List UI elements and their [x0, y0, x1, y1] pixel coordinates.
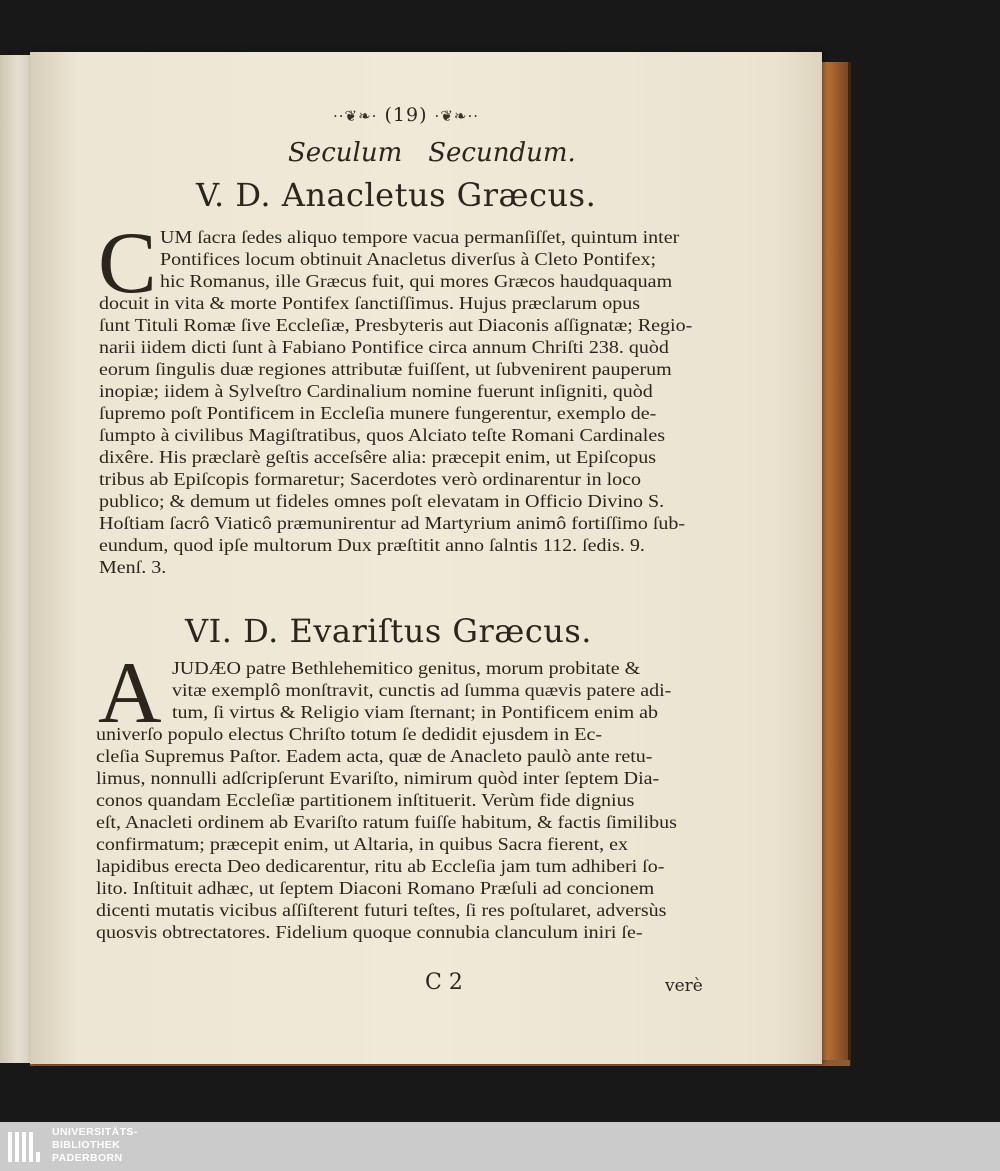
text-line: lapidibus erecta Deo dedicarentur, ritu ab Eccleſia jam tum adhiberi ſo- — [96, 856, 665, 876]
dropcap-a: A — [98, 645, 162, 742]
article-title-anacletus: V. D. Anacletus Græcus. — [196, 176, 597, 214]
text-line: Pontifices locum obtinuit Anacletus diverſus à Cleto Pontifex; — [160, 249, 657, 269]
text-line: univerſo populo electus Chriſto totum ſe dedidit ejusdem in Ec- — [96, 724, 602, 744]
text-line: eorum ſingulis duæ regiones attributæ fuiſſent, ut ſubvenirent pauperum — [99, 359, 672, 379]
text-line: JUDÆO patre Bethlehemitico genitus, morum probitate & — [172, 658, 641, 678]
text-line: publico; & demum ut fideles omnes poſt elevatam in Officio Divino S. — [99, 491, 665, 511]
section-heading-word-2: Secundum. — [428, 138, 576, 168]
dropcap-c: C — [98, 215, 157, 312]
text-line: docuit in vita & morte Pontifex ſanctiſſimus. Hujus præclarum opus — [99, 293, 641, 313]
page-number: 19 — [392, 104, 420, 126]
library-logo-text — [52, 1126, 138, 1165]
text-line: quosvis obtrectatores. Fidelium quoque connubia clanculum iniri ſe- — [96, 922, 643, 942]
text-line: vitæ exemplô monſtravit, cunctis ad ſumma quævis patere adi- — [172, 680, 672, 700]
logo-line-1: UNIVERSITÄTS- — [52, 1126, 138, 1138]
article-title-evaristus: VI. D. Evariſtus Græcus. — [185, 612, 592, 650]
text-line: tum, ſi virtus & Religio viam ſternant; in Pontificem enim ab — [172, 702, 659, 722]
logo-line-3: PADERBORN — [52, 1152, 123, 1164]
page-header: ··❦❧· (19) ·❦❧·· — [333, 104, 479, 126]
text-line: eundum, quod ipſe multorum Dux præſtitit anno ſalntis 112. ſedis. 9. — [99, 535, 645, 555]
text-line: narii iidem dicti ſunt à Fabiano Pontifice circa annum Chriſti 238. quòd — [99, 337, 669, 357]
text-line: eſt, Anacleti ordinem ab Evariſto ratum fuiſſe habitum, & factis ſimilibus — [96, 812, 677, 832]
signature-mark: C 2 — [425, 970, 463, 995]
text-line: ſunt Tituli Romæ ſive Eccleſiæ, Presbyteris aut Diaconis aſſignatæ; Regio- — [99, 315, 693, 335]
text-line: Menſ. 3. — [99, 557, 167, 577]
section-heading — [288, 138, 576, 168]
text-line: dicenti mutatis vicibus aſſiſterent futuri teſtes, ſi res poſtularet, adversùs — [96, 900, 667, 920]
text-line: limus, nonnulli adſcripſerunt Evariſto, nimirum quòd inter ſeptem Dia- — [96, 768, 660, 788]
text-line: Hoſtiam ſacrô Viaticô præmunirentur ad Martyrium animô fortiſſimo ſub- — [99, 513, 686, 533]
book-fore-edge — [822, 62, 851, 1066]
text-line: hic Romanus, ille Græcus fuit, qui mores Græcos haudquaquam — [160, 271, 673, 291]
text-line: dixêre. His præclarè geſtis acceſsêre alia: præcepit enim, ut Epiſcopus — [99, 447, 657, 467]
library-footer — [0, 1122, 1000, 1171]
text-line: ſupremo poſt Pontificem in Eccleſia munere fungerentur, exemplo de- — [99, 403, 657, 423]
text-line: tribus ab Epiſcopis formaretur; Sacerdotes verò ordinarentur in loco — [99, 469, 642, 489]
text-line: confirmatum; præcepit enim, ut Altaria, in quibus Sacra fierent, ex — [96, 834, 629, 854]
text-line: conos quandam Eccleſiæ partitionem inſtituerit. Verùm fide dignius — [96, 790, 635, 810]
text-line: UM ſacra ſedes aliquo tempore vacua permanſiſſet, quintum inter — [160, 227, 680, 247]
text-line: ſumpto à civilibus Magiſtratibus, quos Alciato teſte Romani Cardinales — [99, 425, 666, 445]
text-line: inopiæ; iidem à Sylveſtro Cardinalium nomine fuerunt inſigniti, quòd — [99, 381, 653, 401]
text-line: lito. Inſtituit adhæc, ut ſeptem Diaconi Romano Præſuli ad concionem — [96, 878, 655, 898]
library-logo-icon — [6, 1126, 46, 1166]
ornament-left-icon: ··❦❧· — [333, 107, 378, 125]
left-page-edge — [0, 55, 32, 1063]
ornament-right-icon: ·❦❧·· — [434, 107, 479, 125]
text-line: cleſia Supremus Paſtor. Eadem acta, quæ de Anacleto paulò ante retu- — [96, 746, 653, 766]
section-heading-word-1: Seculum — [288, 138, 403, 168]
logo-line-2: BIBLIOTHEK — [52, 1139, 121, 1151]
catchword: verè — [665, 976, 703, 996]
